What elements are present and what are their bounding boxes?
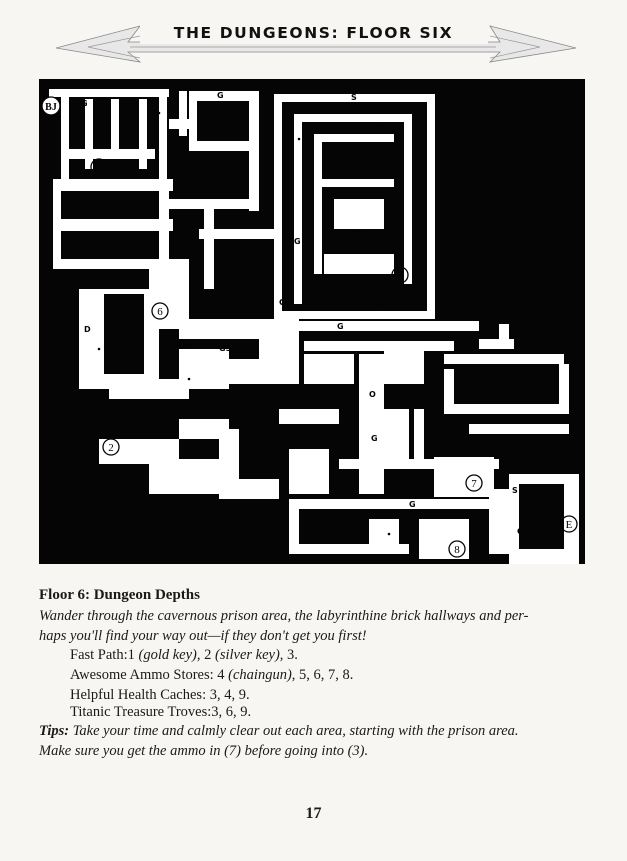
treasure-row: Titanic Treasure Troves:3, 6, 9.: [70, 704, 252, 720]
map-marker-6: 6: [157, 306, 163, 318]
map-marker-1: 1: [397, 270, 403, 282]
map-label-gs: GS: [219, 344, 232, 353]
map-marker-3: 3: [533, 504, 539, 516]
map-label-o: O: [179, 342, 186, 351]
intro-line-2: haps you'll find your way out—if they don't get you first!: [39, 628, 367, 644]
map-marker-5: 5: [221, 119, 227, 131]
fast-path-end: , 3.: [279, 647, 298, 663]
map-label-g: G: [517, 527, 524, 536]
ammo-row: [70, 667, 353, 684]
ammo-weapon: (chaingun): [228, 667, 292, 683]
fast-path-mid: , 2: [196, 647, 215, 663]
map-label-ss: S S: [512, 486, 527, 495]
map-label-o: O: [539, 535, 546, 544]
floor-title: Floor 6: Dungeon Depths: [39, 587, 200, 603]
tips-text-1: Take your time and calmly clear out each area, starting with the prison area.: [72, 723, 519, 739]
health-row: Helpful Health Caches: 3, 4, 9.: [70, 687, 250, 703]
intro-line-1: Wander through the cavernous prison area, the labyrinthine brick hallways and per-: [39, 608, 529, 624]
map-label-g: G: [279, 298, 286, 307]
fast-path-key2: (silver key): [214, 647, 280, 663]
map-label-g: G: [81, 99, 88, 108]
tips-line-1: [39, 721, 591, 741]
map-label-o: O: [369, 390, 376, 399]
map-drawing: [39, 79, 585, 564]
map-label-g: G: [294, 237, 301, 246]
map-marker-2: 2: [108, 442, 114, 454]
tips-section: [39, 721, 591, 761]
map-marker-4: 4: [96, 162, 102, 174]
map-label-g: G: [371, 434, 378, 443]
map-label-bj: BJ: [45, 102, 57, 113]
ammo-label: Awesome Ammo Stores:: [70, 667, 218, 683]
page-number: 17: [305, 805, 322, 822]
page-header: [0, 0, 627, 70]
map-label-d: D: [159, 365, 166, 374]
map-label-s: S: [379, 298, 385, 307]
map-marker-7: 7: [471, 478, 477, 490]
ammo-first: 4: [217, 667, 229, 683]
map-label-s: S: [351, 93, 357, 102]
map-label-s: S: [379, 122, 385, 131]
ammo-rest: , 5, 6, 7, 8.: [291, 667, 354, 683]
map-marker-8: 8: [454, 544, 460, 556]
map-label-g: G: [409, 500, 416, 509]
fast-path-label: Fast Path:1: [70, 647, 139, 663]
map-label-g: G: [217, 91, 224, 100]
map-label-d: D: [84, 325, 91, 334]
header-title: THE DUNGEONS: FLOOR SIX: [173, 24, 454, 42]
fast-path-row: [70, 647, 298, 664]
floor-intro: [39, 606, 587, 646]
dungeon-map: [39, 79, 585, 564]
tips-line-2: Make sure you get the ammo in (7) before going into (3).: [39, 743, 369, 759]
map-marker-e: E: [565, 519, 573, 531]
map-marker-9: 9: [354, 234, 360, 246]
fast-path-key1: (gold key): [138, 647, 197, 663]
tips-label: Tips:: [39, 723, 70, 739]
map-label-g: G: [337, 322, 344, 331]
